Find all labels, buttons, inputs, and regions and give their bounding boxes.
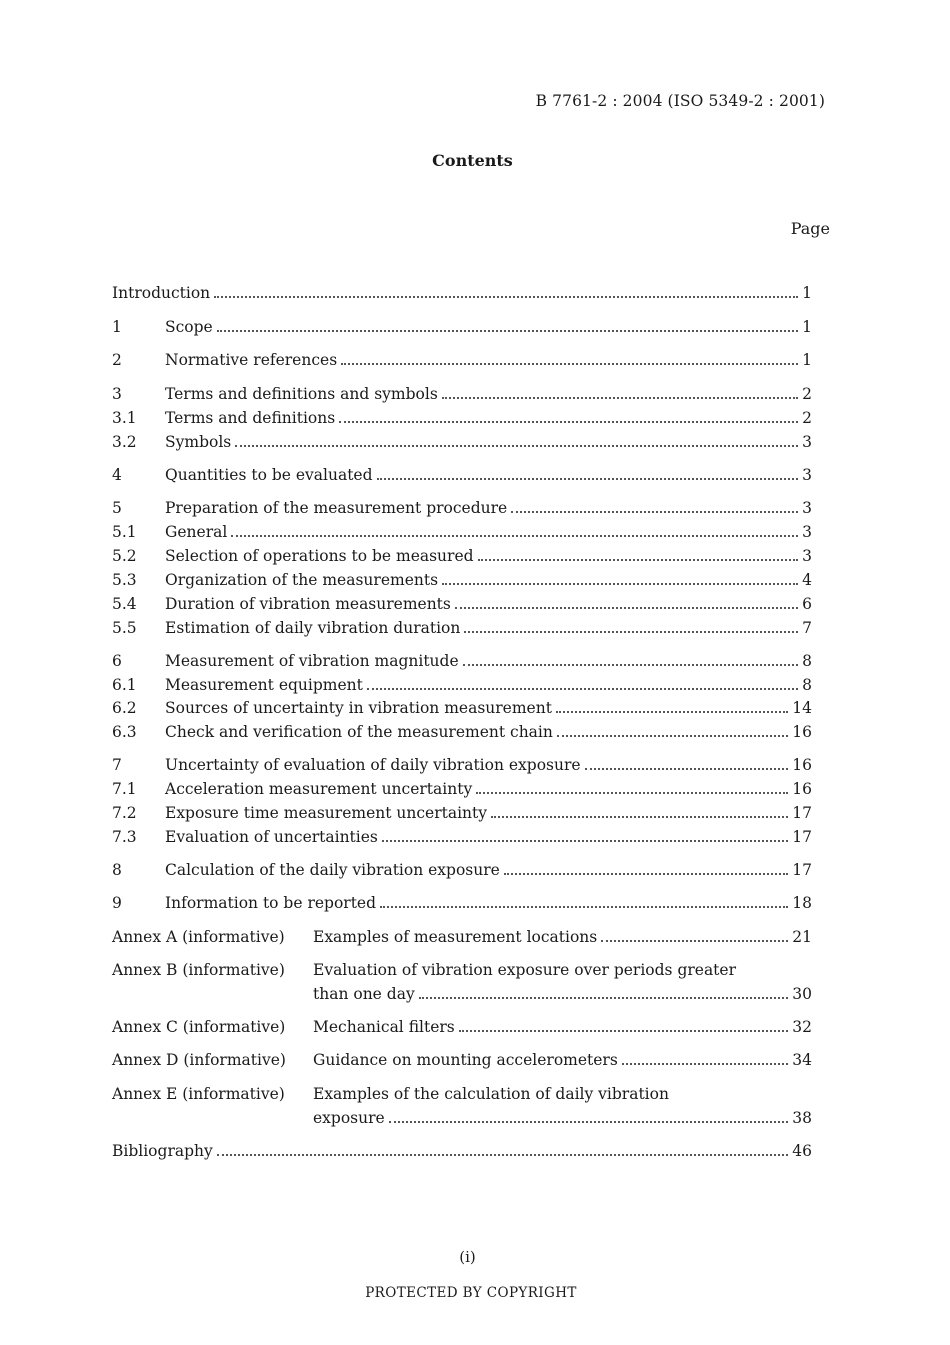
toc-entry-page: 1 — [802, 318, 812, 336]
toc-entry-page: 3 — [802, 433, 812, 451]
toc-entry[interactable] — [112, 650, 812, 672]
dot-leader — [459, 1029, 789, 1032]
toc-entry-title: Measurement of vibration magnitude — [165, 652, 459, 670]
toc-entry-title: Check and verification of the measurement chain — [165, 723, 553, 741]
toc-entry-number: 3.1 — [112, 409, 137, 427]
toc-entry-title: Sources of uncertainty in vibration measurement — [165, 699, 552, 717]
toc-entry-title: Preparation of the measurement procedure — [165, 499, 508, 517]
toc-entry-page: 2 — [802, 409, 812, 427]
toc-entry-number: 4 — [112, 466, 122, 484]
toc-entry[interactable] — [112, 778, 812, 800]
annex-label: Annex D (informative) — [112, 1051, 286, 1069]
annex-page: 34 — [792, 1051, 812, 1069]
dot-leader — [367, 687, 798, 690]
toc-entry-title: Symbols — [165, 433, 232, 451]
annex-entry[interactable] — [112, 1049, 812, 1071]
toc-entry-page: 3 — [802, 547, 812, 565]
toc-entry-title: Organization of the measurements — [165, 571, 439, 589]
dot-leader — [217, 1153, 789, 1156]
bibliography-title: Bibliography — [112, 1142, 213, 1160]
toc-entry-page: 1 — [802, 351, 812, 369]
toc-entry[interactable] — [112, 407, 812, 429]
dot-leader — [476, 791, 788, 794]
toc-entry[interactable] — [112, 545, 812, 567]
toc-entry-page: 17 — [792, 804, 812, 822]
toc-entry-page: 3 — [802, 523, 812, 541]
dot-leader — [463, 663, 798, 666]
annex-entry[interactable] — [112, 959, 812, 981]
toc-entry-page: 6 — [802, 595, 812, 613]
toc-entry-title: Duration of vibration measurements — [165, 595, 451, 613]
toc-entry-title: Measurement equipment — [165, 676, 363, 694]
toc-entry-number: 6.2 — [112, 699, 137, 717]
annex-label: Annex C (informative) — [112, 1018, 286, 1036]
dot-leader — [377, 477, 799, 480]
toc-entry-number: 5.5 — [112, 619, 137, 637]
toc-entry-title: Calculation of the daily vibration exposure — [165, 861, 500, 879]
annex-page: 30 — [792, 985, 812, 1003]
dot-leader — [557, 734, 788, 737]
toc-entry-page: 18 — [792, 894, 812, 912]
toc-entry[interactable] — [112, 674, 812, 696]
dot-leader — [455, 606, 798, 609]
toc-entry[interactable] — [112, 892, 812, 914]
toc-entry[interactable] — [112, 349, 812, 371]
toc-entry[interactable] — [112, 431, 812, 453]
toc-entry-page: 16 — [792, 780, 812, 798]
toc-entry-number: 7.2 — [112, 804, 137, 822]
dot-leader — [556, 710, 788, 713]
dot-leader — [214, 295, 798, 298]
toc-entry[interactable] — [112, 802, 812, 824]
toc-entry-number: 9 — [112, 894, 122, 912]
toc-entry-title: Scope — [165, 318, 213, 336]
dot-leader — [217, 329, 798, 332]
toc-entry-title: Acceleration measurement uncertainty — [165, 780, 473, 798]
toc-entry[interactable] — [112, 754, 812, 776]
dot-leader — [601, 939, 788, 942]
annex-title: Mechanical filters — [313, 1018, 455, 1036]
footer-page-number: (i) — [459, 1248, 476, 1266]
copyright-notice: PROTECTED BY COPYRIGHT — [365, 1285, 577, 1301]
toc-entry[interactable] — [112, 721, 812, 743]
toc-entry-page: 3 — [802, 499, 812, 517]
annex-title: Guidance on mounting accelerometers — [313, 1051, 618, 1069]
toc-entry-title: Introduction — [112, 284, 211, 302]
toc-entry-number: 3.2 — [112, 433, 137, 451]
toc-entry[interactable] — [112, 826, 812, 848]
toc-entry-number: 7.3 — [112, 828, 137, 846]
contents-heading: Contents — [432, 151, 513, 170]
annex-title: Examples of measurement locations — [313, 928, 598, 946]
toc-entry-number: 7 — [112, 756, 122, 774]
dot-leader — [504, 872, 788, 875]
annex-entry[interactable] — [112, 926, 812, 948]
toc-entry-number: 1 — [112, 318, 122, 336]
toc-entry[interactable] — [112, 521, 812, 543]
toc-entry[interactable] — [112, 383, 812, 405]
toc-entry-title: Normative references — [165, 351, 338, 369]
dot-leader — [339, 420, 798, 423]
dot-leader — [622, 1062, 788, 1065]
page-column-label: Page — [790, 219, 830, 238]
toc-entry-page: 8 — [802, 652, 812, 670]
toc-entry[interactable] — [112, 617, 812, 639]
toc-entry-number: 6 — [112, 652, 122, 670]
toc-entry-page: 4 — [802, 571, 812, 589]
dot-leader — [442, 396, 798, 399]
toc-entry-title: Terms and definitions and symbols — [165, 385, 438, 403]
toc-entry-title: Quantities to be evaluated — [165, 466, 373, 484]
bibliography-entry[interactable] — [112, 1140, 812, 1162]
annex-title-line1: Evaluation of vibration exposure over periods greater — [313, 961, 736, 979]
toc-entry-page: 1 — [802, 284, 812, 302]
toc-entry[interactable] — [112, 859, 812, 881]
toc-entry-title: Evaluation of uncertainties — [165, 828, 378, 846]
annex-entry-continued[interactable] — [112, 1107, 812, 1129]
dot-leader — [478, 558, 799, 561]
dot-leader — [382, 839, 788, 842]
dot-leader — [389, 1120, 789, 1123]
toc-entry-number: 7.1 — [112, 780, 137, 798]
toc-entry-title: Exposure time measurement uncertainty — [165, 804, 488, 822]
toc-entry-title: Selection of operations to be measured — [165, 547, 474, 565]
dot-leader — [491, 815, 788, 818]
annex-entry-continued[interactable] — [112, 983, 812, 1005]
toc-entry-number: 8 — [112, 861, 122, 879]
annex-page: 32 — [792, 1018, 812, 1036]
bibliography-page: 46 — [792, 1142, 812, 1160]
annex-label: Annex E (informative) — [112, 1085, 285, 1103]
toc-entry-page: 17 — [792, 861, 812, 879]
dot-leader — [235, 444, 798, 447]
toc-entry-page: 2 — [802, 385, 812, 403]
toc-entry-title: Uncertainty of evaluation of daily vibration exposure — [165, 756, 581, 774]
toc-entry[interactable] — [112, 569, 812, 591]
toc-entry-page: 7 — [802, 619, 812, 637]
toc-entry-page: 3 — [802, 466, 812, 484]
toc-entry[interactable] — [112, 282, 812, 304]
toc-entry[interactable] — [112, 497, 812, 519]
toc-entry-number: 5.2 — [112, 547, 137, 565]
toc-entry-page: 16 — [792, 756, 812, 774]
toc-entry-number: 2 — [112, 351, 122, 369]
annex-title-line2: exposure — [313, 1109, 385, 1127]
toc-entry[interactable] — [112, 464, 812, 486]
toc-entry-title: Estimation of daily vibration duration — [165, 619, 461, 637]
toc-entry-page: 14 — [792, 699, 812, 717]
annex-page: 21 — [792, 928, 812, 946]
dot-leader — [585, 767, 789, 770]
dot-leader — [231, 534, 798, 537]
dot-leader — [380, 905, 788, 908]
toc-entry-title: Terms and definitions — [165, 409, 336, 427]
toc-entry-number: 5 — [112, 499, 122, 517]
dot-leader — [341, 362, 798, 365]
dot-leader — [419, 996, 789, 999]
toc-entry-number: 5.1 — [112, 523, 137, 541]
annex-entry[interactable] — [112, 1016, 812, 1038]
toc-entry-page: 16 — [792, 723, 812, 741]
annex-label: Annex B (informative) — [112, 961, 285, 979]
dot-leader — [464, 630, 798, 633]
toc-entry-page: 17 — [792, 828, 812, 846]
toc-entry-number: 6.1 — [112, 676, 137, 694]
annex-title-line1: Examples of the calculation of daily vibration — [313, 1085, 669, 1103]
standard-code: B 7761-2 : 2004 (ISO 5349-2 : 2001) — [535, 92, 825, 110]
annex-label: Annex A (informative) — [112, 928, 285, 946]
annex-entry[interactable] — [112, 1083, 812, 1105]
dot-leader — [511, 510, 798, 513]
toc-entry-title: Information to be reported — [165, 894, 377, 912]
toc-entry[interactable] — [112, 593, 812, 615]
toc-entry-number: 5.4 — [112, 595, 137, 613]
dot-leader — [442, 582, 798, 585]
toc-entry[interactable] — [112, 697, 812, 719]
toc-entry-number: 6.3 — [112, 723, 137, 741]
toc-entry-page: 8 — [802, 676, 812, 694]
toc-entry-title: General — [165, 523, 228, 541]
toc-entry-number: 3 — [112, 385, 122, 403]
annex-title-line2: than one day — [313, 985, 415, 1003]
toc-entry-number: 5.3 — [112, 571, 137, 589]
toc-entry[interactable] — [112, 316, 812, 338]
annex-page: 38 — [792, 1109, 812, 1127]
